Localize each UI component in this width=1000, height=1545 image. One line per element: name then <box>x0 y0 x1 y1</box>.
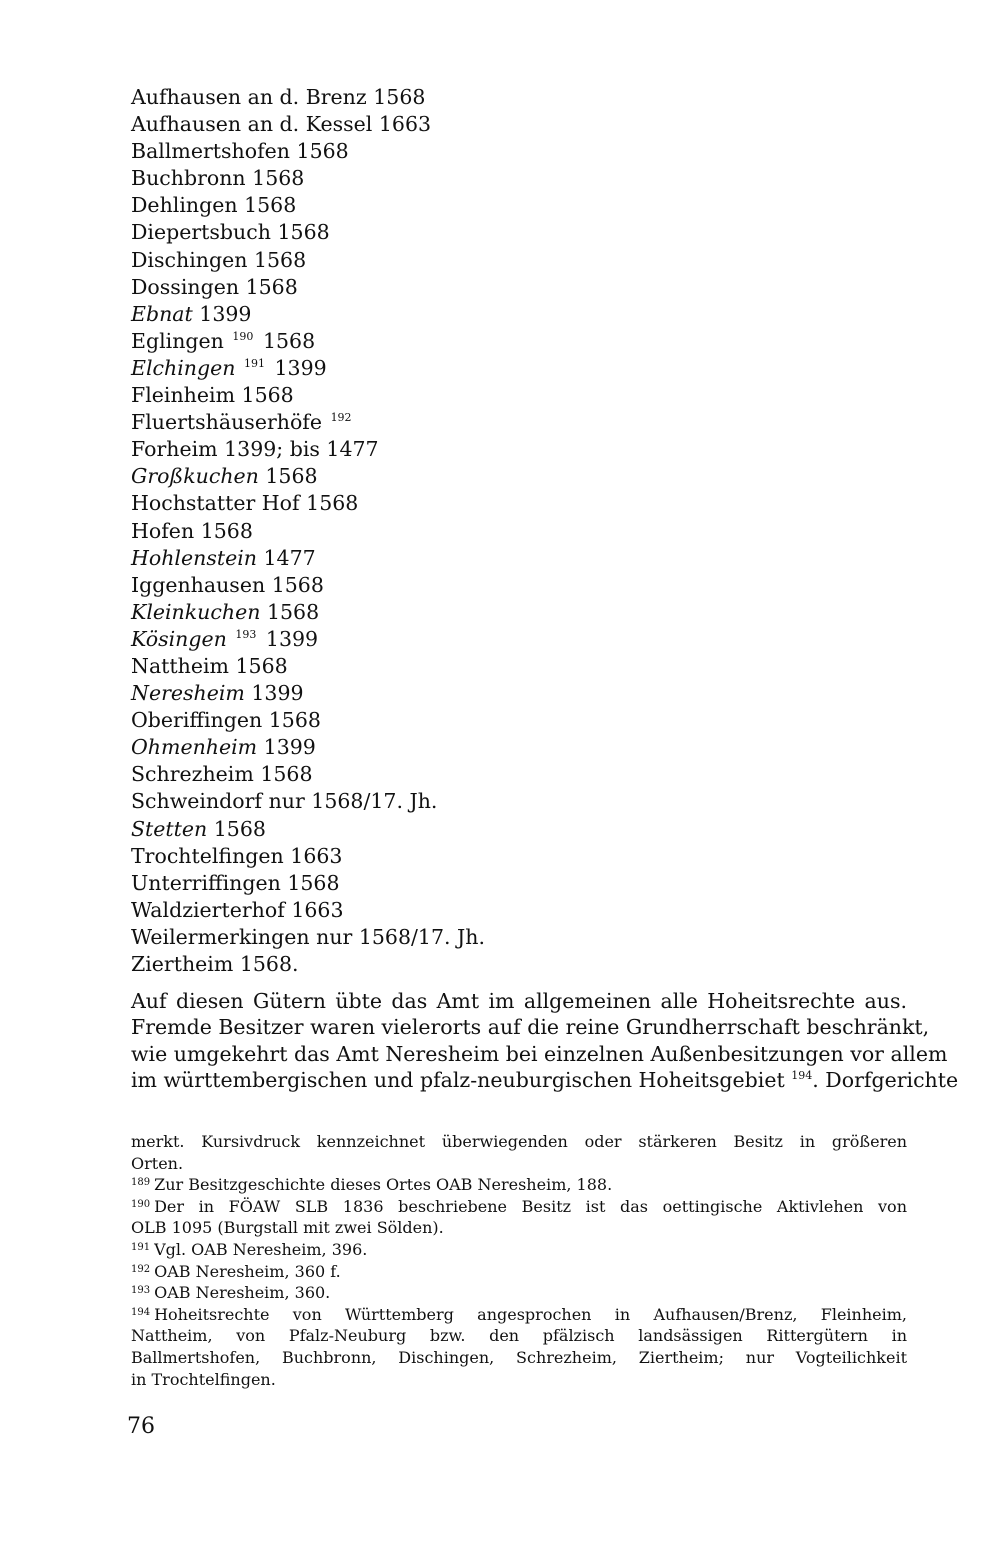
footnote-ref: 190 <box>232 329 254 343</box>
place-year: 1568 <box>268 708 321 733</box>
footnote-ref: 191 <box>243 356 265 370</box>
place-name: Schweindorf <box>131 789 263 814</box>
place-name: Ebnat <box>131 301 193 326</box>
place-year: 1663 <box>290 843 343 868</box>
paragraph-line: wie umgekehrt das Amt Neresheim bei einzelnen Außenbesitzungen vor allem <box>131 1041 948 1066</box>
footnote-text: OAB Neresheim, 360 f. <box>154 1261 341 1281</box>
place-year: 1399; bis 1477 <box>224 437 379 462</box>
place-name: Eglingen <box>131 328 224 353</box>
place-year: 1568 <box>241 383 294 408</box>
place-item <box>131 572 851 599</box>
footnote-number: 191 <box>131 1241 151 1253</box>
place-item <box>131 707 851 734</box>
place-item <box>131 870 851 897</box>
place-item <box>131 653 851 680</box>
place-item <box>131 490 851 517</box>
place-item <box>131 924 851 951</box>
place-item <box>131 897 851 924</box>
place-year: 1568 <box>287 870 340 895</box>
place-name: Nattheim <box>131 653 229 678</box>
place-year: 1399 <box>263 735 316 760</box>
place-year: 1399 <box>274 355 327 380</box>
place-item <box>131 219 851 246</box>
place-year: 1568 <box>244 193 297 218</box>
place-name: Elchingen <box>131 355 236 380</box>
place-year: 1568 <box>306 491 359 516</box>
place-year: 1568 <box>262 328 316 353</box>
page-number: 76 <box>127 1414 155 1439</box>
footnote-number: 189 <box>131 1177 151 1189</box>
paragraph-line <box>131 1067 959 1093</box>
place-year: 1663 <box>378 112 432 137</box>
paragraph-line: Auf diesen Gütern übte das Amt im allgemeinen alle Hoheitsrechte aus. <box>131 989 907 1013</box>
footnote-text: OAB Neresheim, 360. <box>154 1283 331 1303</box>
footnote-text: Der in FÖAW SLB 1836 beschriebene Besitz ist das oettingische Aktivlehen von <box>154 1196 907 1216</box>
place-item <box>131 436 851 463</box>
place-name: Ziertheim <box>131 952 234 976</box>
place-name: Forheim <box>131 437 218 462</box>
paragraph-text: im württembergischen und pfalz-neuburgischen Hoheitsgebiet <box>131 1068 785 1093</box>
place-year: 1568 <box>260 762 313 787</box>
footnote-ref: 194 <box>791 1069 813 1083</box>
place-item <box>131 788 851 815</box>
footnote-number: 192 <box>131 1263 151 1275</box>
footnote-line: Nattheim, von Pfalz-Neuburg bzw. den pfälzisch landsässigen Rittergütern in <box>131 1326 907 1346</box>
place-item <box>131 761 851 788</box>
place-item <box>131 626 851 653</box>
place-name: Fleinheim <box>131 383 236 408</box>
place-item <box>131 816 851 843</box>
place-year: nur 1568/17. Jh. <box>268 789 438 814</box>
footnote-text: Hoheitsrechte von Württemberg angesprochen in Aufhausen/Brenz, Fleinheim, <box>154 1304 907 1324</box>
place-year: 1568 <box>213 816 266 841</box>
place-year: 1399 <box>251 681 304 706</box>
place-item <box>131 951 851 978</box>
footnote-194 <box>131 1304 907 1326</box>
place-item <box>131 328 851 355</box>
footnote-189 <box>131 1174 907 1196</box>
place-item <box>131 463 851 490</box>
place-item <box>131 274 851 301</box>
place-name: Hochstatter Hof <box>131 491 300 516</box>
place-name: Hofen <box>131 518 195 543</box>
place-list <box>131 84 851 978</box>
footnote-line: merkt. Kursivdruck kennzeichnet überwiegenden oder stärkeren Besitz in größeren <box>131 1132 907 1151</box>
footnote-ref: 193 <box>235 627 257 641</box>
place-item <box>131 382 851 409</box>
place-year: 1568 <box>266 599 320 624</box>
place-item <box>131 599 851 626</box>
place-year: 1568 <box>200 518 253 543</box>
place-name: Ballmertshofen <box>131 139 290 164</box>
paragraph-text: . Dorfgerichte <box>812 1068 959 1093</box>
place-item <box>131 301 851 328</box>
place-item <box>131 355 851 382</box>
place-name: Schrezheim <box>131 762 254 787</box>
paragraph-line: Fremde Besitzer waren vielerorts auf die reine Grundherrschaft beschränkt, <box>131 1015 930 1040</box>
place-name: Dehlingen <box>131 193 238 218</box>
place-year: 1568 <box>245 274 298 299</box>
place-year: 1568 <box>252 166 305 191</box>
place-item <box>131 247 851 274</box>
place-name: Neresheim <box>131 681 245 706</box>
place-year: 1568 <box>265 464 318 489</box>
place-name: Aufhausen an d. Brenz <box>131 85 367 109</box>
place-name: Unterriffingen <box>131 870 281 895</box>
place-item <box>131 165 851 192</box>
place-year: 1399 <box>199 301 252 326</box>
place-item <box>131 111 851 138</box>
place-name: Diepertsbuch <box>131 220 271 245</box>
place-year: nur 1568/17. Jh. <box>316 924 485 949</box>
footnote-line: Ballmertshofen, Buchbronn, Dischingen, Schrezheim, Ziertheim; nur Vogteilichkeit <box>131 1347 907 1367</box>
place-name: Dischingen <box>131 247 248 272</box>
place-item <box>131 409 851 436</box>
footnote-ref: 192 <box>330 411 352 425</box>
footnote-text: Vgl. OAB Neresheim, 396. <box>154 1239 368 1259</box>
place-year: 1568 <box>235 653 288 678</box>
place-year: 1568. <box>239 952 299 976</box>
place-item <box>131 680 851 707</box>
place-year: 1568 <box>373 85 426 109</box>
place-name: Dossingen <box>131 274 240 299</box>
footnote-number: 190 <box>131 1198 151 1210</box>
footnote-191 <box>131 1239 907 1261</box>
place-name: Weilermerkingen <box>131 924 310 949</box>
footnote-190 <box>131 1196 907 1218</box>
place-name: Fluertshäuserhöfe <box>131 410 323 435</box>
place-name: Aufhausen an d. Kessel <box>131 112 373 137</box>
place-name: Ohmenheim <box>131 735 258 760</box>
place-item <box>131 843 851 870</box>
footnote-192 <box>131 1261 907 1283</box>
place-item <box>131 192 851 219</box>
place-year: 1568 <box>296 139 349 164</box>
footnotes <box>131 1131 907 1390</box>
footnote-number: 194 <box>131 1306 151 1318</box>
place-year: 1399 <box>265 626 319 651</box>
place-item <box>131 734 851 761</box>
footnote-line: in Trochtelfingen. <box>131 1369 276 1389</box>
place-year: 1568 <box>277 220 330 245</box>
place-item <box>131 545 851 572</box>
place-item <box>131 138 851 165</box>
place-item <box>131 84 851 111</box>
footnote-number: 193 <box>131 1285 151 1297</box>
place-name: Buchbronn <box>131 166 246 191</box>
body-paragraph <box>131 988 959 1094</box>
place-name: Kösingen <box>131 626 227 651</box>
place-name: Waldzierterhof <box>131 897 285 922</box>
place-year: 1663 <box>291 897 344 922</box>
place-name: Stetten <box>131 816 208 841</box>
footnote-193 <box>131 1282 907 1304</box>
place-year: 1568 <box>253 247 307 272</box>
place-name: Oberiffingen <box>131 708 263 733</box>
footnote-line: Orten. <box>131 1153 184 1173</box>
place-year: 1568 <box>271 572 324 597</box>
place-name: Hohlenstein <box>131 545 257 570</box>
footnote-line: OLB 1095 (Burgstall mit zwei Sölden). <box>131 1218 444 1238</box>
footnote-text: Zur Besitzgeschichte dieses Ortes OAB Neresheim, 188. <box>154 1175 613 1195</box>
place-name: Iggenhausen <box>131 572 266 597</box>
place-item <box>131 518 851 545</box>
place-name: Großkuchen <box>131 464 259 489</box>
place-name: Kleinkuchen <box>131 599 261 624</box>
place-name: Trochtelfingen <box>131 843 284 868</box>
place-year: 1477 <box>263 545 316 570</box>
